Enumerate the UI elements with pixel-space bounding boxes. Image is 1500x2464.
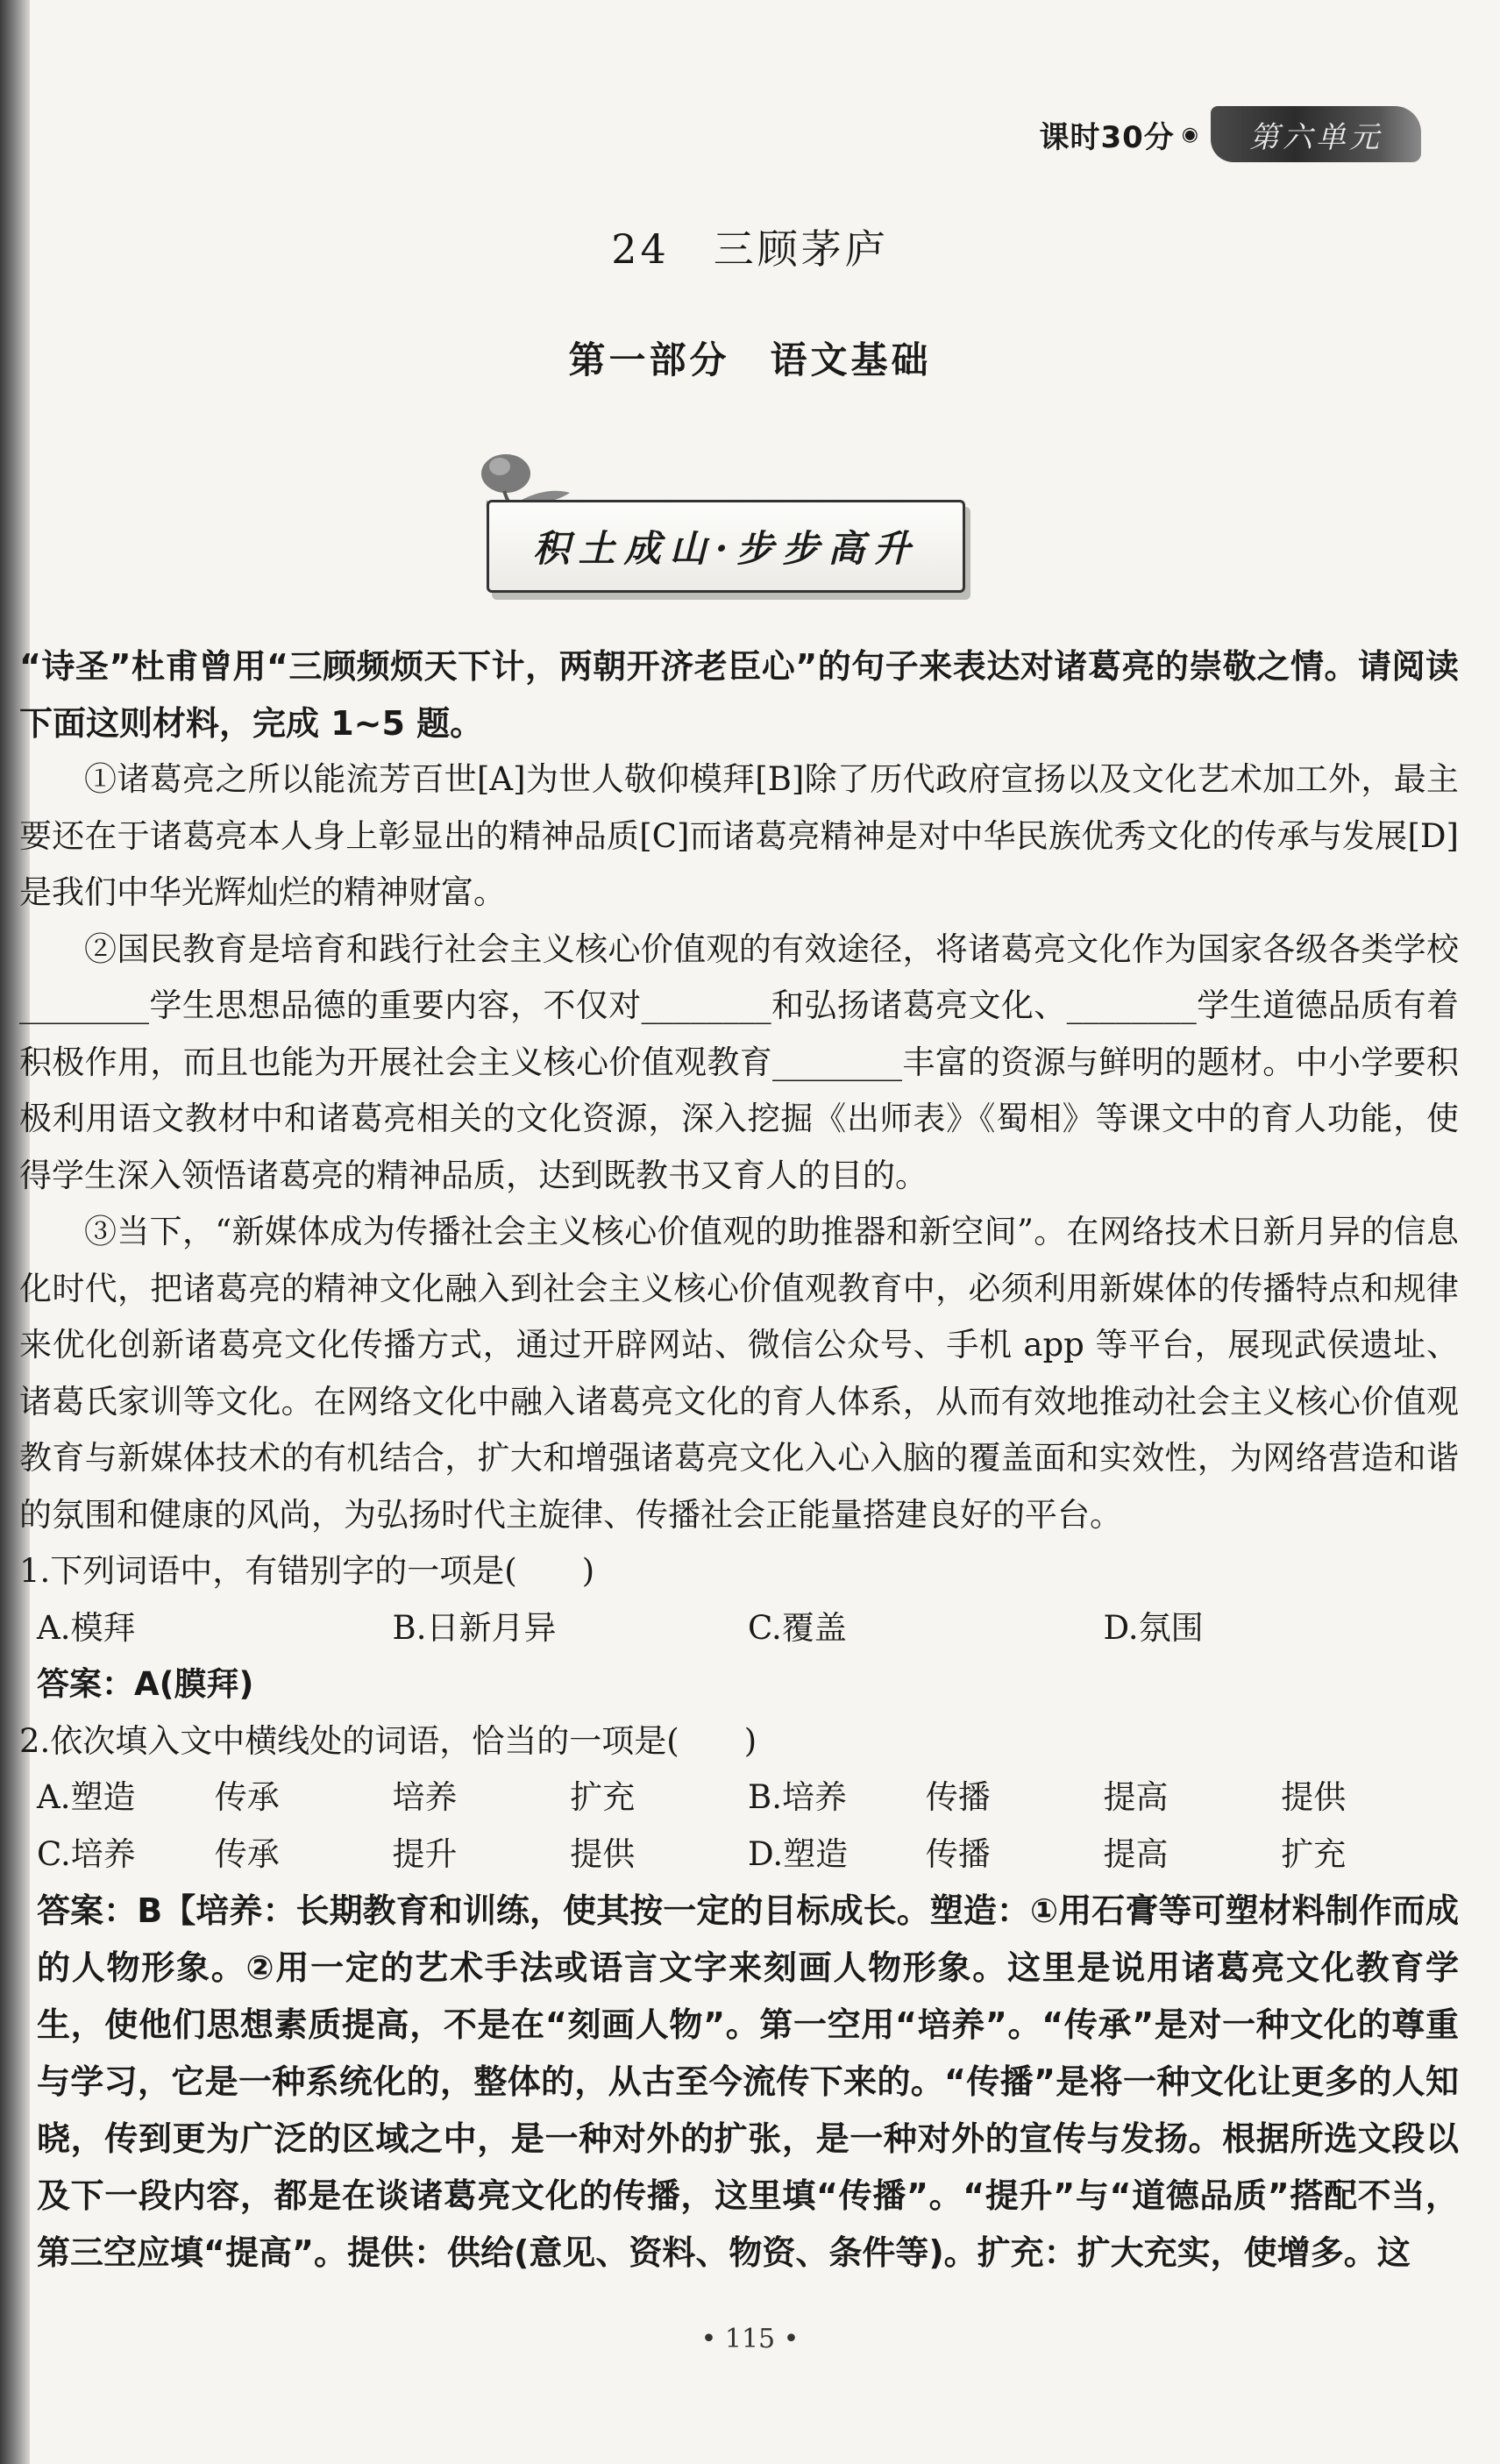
section-title: 第一部分 语文基础 [568,338,932,381]
header-label: 课时30分 [1039,119,1175,155]
q2-option-c [37,1827,748,1884]
q2-option-d-word-4: 扩充 [1281,1834,1347,1873]
q1-option-d: D.氛围 [1103,1608,1204,1647]
q1-option-c: C.覆盖 [748,1608,847,1647]
reading-intro: “诗圣”杜甫曾用“三顾频烦天下计，两朝开济老臣心”的句子来表达对诸葛亮的崇敬之情。请阅读下面这则材料，完成 1~5 题。 [19,647,1459,743]
q2-option-b [748,1770,1459,1827]
unit-badge: 第六单元 [1211,106,1421,162]
question-2-options-row-1 [19,1770,1459,1827]
page-number-value: 115 [724,2324,776,2354]
q2-option-d-word-2: 传播 [925,1834,991,1873]
question-1-answer: 答案：A(膜拜) [37,1665,254,1703]
q2-option-c-word-3: 提升 [392,1834,458,1873]
question-2-answer: 答案：B【培养：长期教育和训练，使其按一定的目标成长。塑造：①用石膏等可塑材料制作而成的人物形象。②用一定的艺术手法或语言文字来刻画人物形象。这里是说用诸葛亮文化教育学生，使他们思想素质提高，不是在“刻画人物”。第一空用“培养”。“传承”是对一种文化的尊重与学习，它是一种系统化的，整体的，从古至今流传下来的。“传播”是将一种文化让更多的人知晓，传到更为广泛的区域之中，是一种对外的扩张，是一种对外的宣传与发扬。根据所选文段以及下一段内容，都是在谈诸葛亮文化的传播，这里填“传播”。“提升”与“道德品质”搭配不当，第三空应填“提高”。提供：供给(意见、资料、物资、条件等)。扩充：扩大充实，使增多。这 [37,1891,1459,2272]
q2-option-a-word-3: 培养 [392,1778,458,1816]
q2-option-d-word-1: D.塑造 [748,1834,849,1873]
q2-option-c-word-4: 提供 [570,1834,636,1873]
banner-title: 积土成山·步步高升 [487,500,965,593]
q2-option-d-word-3: 提高 [1103,1834,1169,1873]
q2-option-b-word-1: B.培养 [748,1778,847,1816]
q1-option-a: A.模拜 [37,1608,136,1647]
q2-option-a-word-1: A.塑造 [37,1778,136,1816]
page-number [0,2324,1500,2354]
q2-option-d [748,1827,1459,1884]
section-banner [451,438,977,605]
header-dot-icon: ◉ [1181,123,1198,146]
q2-option-b-word-3: 提高 [1103,1778,1169,1816]
question-1-options [19,1600,1459,1657]
paragraph-1: ①诸葛亮之所以能流芳百世[A]为世人敬仰模拜[B]除了历代政府宣扬以及文化艺术加工外，最主要还在于诸葛亮本人身上彰显出的精神品质[C]而诸葛亮精神是对中华民族优秀文化的传承与发展[D]是我们中华光辉灿烂的精神财富。 [19,760,1459,911]
q2-option-c-word-2: 传承 [214,1834,280,1873]
question-1-stem: 1.下列词语中，有错别字的一项是( ) [19,1552,595,1590]
q2-option-c-word-1: C.培养 [37,1834,136,1873]
q2-option-a-word-2: 传承 [214,1778,280,1816]
q2-option-a [37,1770,748,1827]
q2-option-a-word-4: 扩充 [570,1778,636,1816]
q1-option-b: B.日新月异 [392,1608,557,1647]
q2-option-b-word-2: 传播 [925,1778,991,1816]
question-2-stem: 2.依次填入文中横线处的词语，恰当的一项是( ) [19,1721,757,1760]
page-header [1039,103,1421,165]
page-number-dot-right-icon: • [775,2324,800,2354]
q2-option-b-word-4: 提供 [1281,1778,1347,1816]
lesson-title: 24 三顾茅庐 [611,225,889,273]
paragraph-3: ③当下，“新媒体成为传播社会主义核心价值观的助推器和新空间”。在网络技术日新月异的信息化时代，把诸葛亮的精神文化融入到社会主义核心价值观教育中，必须利用新媒体的传播特点和规律来优化创新诸葛亮文化传播方式，通过开辟网站、微信公众号、手机 app 等平台，展现武侯遗址、诸葛氏家训等文化。在网络文化中融入诸葛亮文化的育人体系，从而有效地推动社会主义核心价值观教育与新媒体技术的有机结合，扩大和增强诸葛亮文化入心入脑的覆盖面和实效性，为网络营造和谐的氛围和健康的风尚，为弘扬时代主旋律、传播社会正能量搭建良好的平台。 [19,1213,1459,1534]
paragraph-2: ②国民教育是培育和践行社会主义核心价值观的有效途径，将诸葛亮文化作为国家各级各类学校________学生思想品德的重要内容，不仅对________和弘扬诸葛亮文化、________学生道德品质有着积极作用，而且也能为开展社会主义核心价值观教育________丰富的资源与鲜明的题材。中小学要积极利用语文教材中和诸葛亮相关的文化资源，深入挖掘《出师表》《蜀相》等课文中的育人功能，使得学生深入领悟诸葛亮的精神品质，达到既教书又育人的目的。 [19,929,1459,1194]
question-2-options-row-2 [19,1827,1459,1884]
main-content [19,638,1459,2282]
page-number-dot-left-icon: • [700,2324,725,2354]
